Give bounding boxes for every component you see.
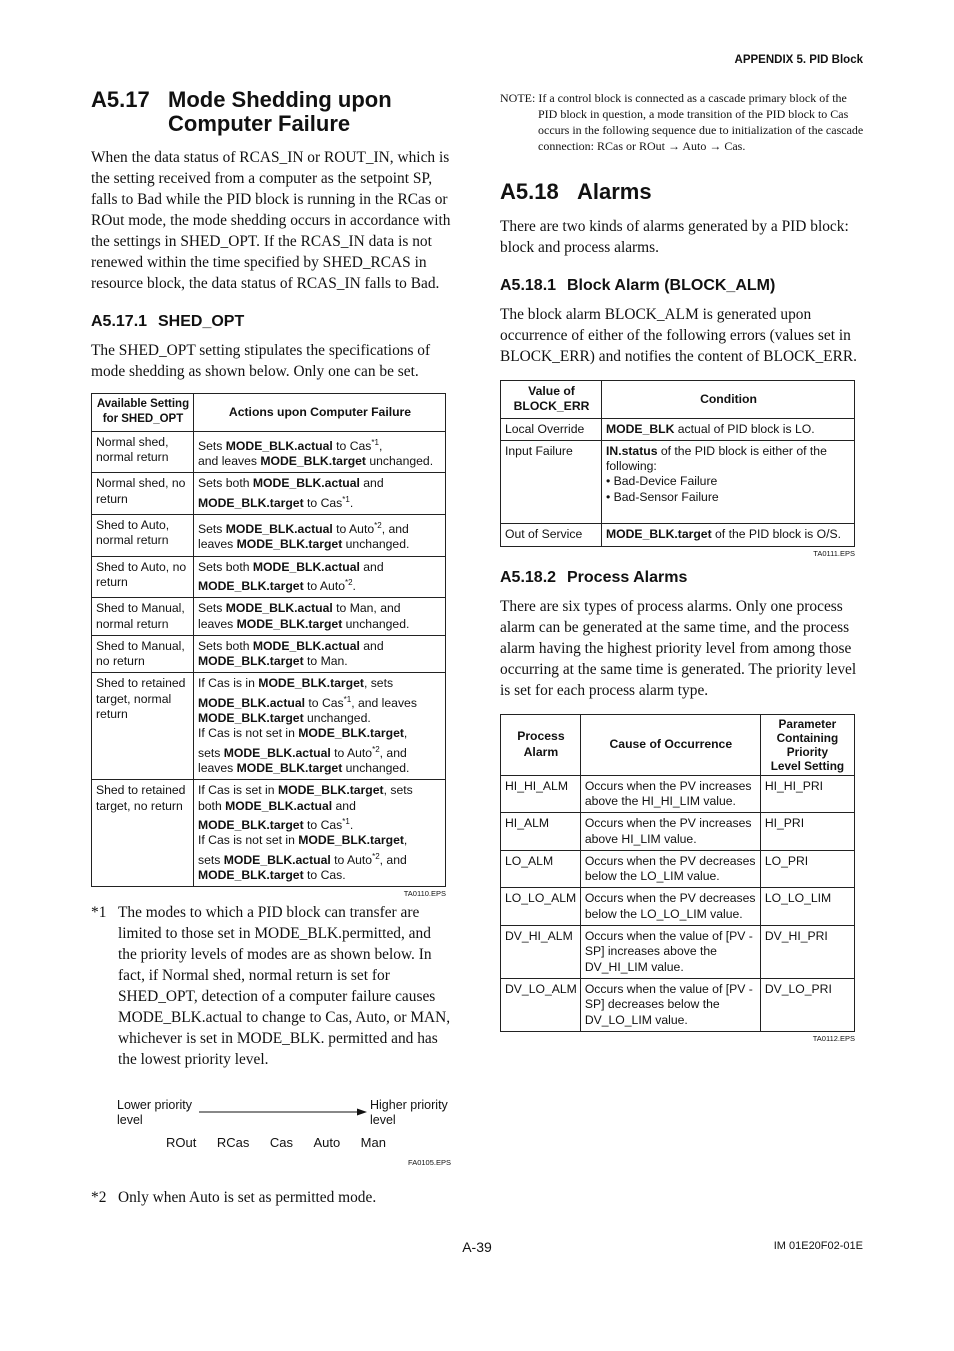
cause-cell: Occurs when the value of [PV - SP] decreases below the DV_LO_LIM value. [580, 978, 760, 1031]
table-row [92, 673, 446, 780]
param-cell: DV_LO_PRI [760, 978, 854, 1031]
section-a5-18-2-body: There are six types of process alarms. Only one process alarm can be generated at the same time, and the process alarm having the highest priority level from among those occurring at the same time is generated. The priority level is set for each process alarm type. [500, 597, 857, 699]
running-header: APPENDIX 5. PID Block [734, 54, 863, 66]
action-cell: If Cas is set in MODE_BLK.target, sets both MODE_BLK.actual and MODE_BLK.target to Cas$^{*1}$. If Cas is not set in MODE_BLK.target, sets MODE_BLK.actual to Auto$^{*2}$, and MODE_BLK.target to Cas. [194, 780, 446, 887]
action-cell: Sets both MODE_BLK.actual and MODE_BLK.target to Man. [194, 635, 446, 673]
mode-auto: Auto [313, 1135, 341, 1151]
mode-rcas: RCas [216, 1135, 250, 1151]
condition-cell: MODE_BLK actual of PID block is LO. [602, 418, 855, 440]
section-number: A5.18.2 [500, 568, 557, 586]
footnote-mark: *1 [91, 904, 107, 922]
block-alarm-table [500, 380, 855, 547]
table-row [92, 598, 446, 636]
setting-cell: Shed to retained target, normal return [92, 673, 194, 780]
alarm-cell: LO_LO_ALM [501, 888, 581, 926]
section-number: A5.18 [500, 179, 559, 204]
value-cell: Input Failure [501, 440, 602, 523]
footnote-mark: *2 [91, 1189, 107, 1207]
cause-cell: Occurs when the PV decreases below the LO_LO_LIM value. [580, 888, 760, 926]
table-row [501, 524, 855, 546]
table-row [501, 418, 855, 440]
mode-cas: Cas [269, 1135, 293, 1151]
note-label: NOTE: [500, 91, 536, 105]
section-a5-18-2-title [500, 569, 864, 587]
right-column [500, 90, 864, 1043]
table-row [92, 473, 446, 515]
setting-cell: Normal shed, no return [92, 473, 194, 515]
action-cell: Sets MODE_BLK.actual to Cas$^{*1}$, and leaves MODE_BLK.target unchanged. [194, 431, 446, 473]
setting-cell: Shed to retained target, no return [92, 780, 194, 887]
table-row [501, 813, 855, 851]
table-row [501, 440, 855, 523]
header-actions: Actions upon Computer Failure [194, 394, 446, 432]
left-column [91, 88, 453, 1208]
condition-cell: MODE_BLK.target of the PID block is O/S. [602, 524, 855, 546]
table-row [92, 635, 446, 673]
action-cell: Sets both MODE_BLK.actual and MODE_BLK.target to Auto$^{*2}$. [194, 556, 446, 598]
mode-man: Man [360, 1135, 386, 1151]
action-cell: Sets both MODE_BLK.actual and MODE_BLK.target to Cas$^{*1}$. [194, 473, 446, 515]
section-a5-17-1-body: The SHED_OPT setting stipulates the specifications of mode shedding as shown below. Only one can be set. [91, 342, 431, 380]
mode-list [166, 1135, 386, 1150]
header-parameter: Parameter Containing Priority Level Setting [760, 714, 854, 775]
table-row [92, 514, 446, 556]
param-cell: LO_LO_LIM [760, 888, 854, 926]
alarm-cell: LO_ALM [501, 850, 581, 888]
footnote-text: The modes to which a PID block can transfer are limited to those set in MODE_BLK.permitted, and the priority levels of modes are as shown below. In fact, if Normal shed, normal return is set for SHED_OPT, detection of a computer failure causes MODE_BLK.actual to change to Cas, Auto, or MAN, whichever is set in MODE_BLK. permitted and has the lowest priority level. [118, 904, 451, 1069]
param-cell: LO_PRI [760, 850, 854, 888]
header-available-setting: Available Setting for SHED_OPT [92, 394, 194, 432]
table-row [501, 978, 855, 1031]
table-row [92, 780, 446, 887]
value-cell: Local Override [501, 418, 602, 440]
section-number: A5.18.1 [500, 277, 557, 294]
setting-cell: Shed to Auto, normal return [92, 514, 194, 556]
section-a5-18-title [500, 180, 864, 204]
figure-id: TA0112.EPS [812, 1033, 855, 1043]
section-title: SHED_OPT [158, 313, 245, 330]
param-cell: HI_HI_PRI [760, 775, 854, 813]
header-condition: Condition [602, 381, 855, 419]
footnote-1 [91, 902, 453, 1070]
priority-diagram [91, 1098, 453, 1193]
lower-priority-label: Lower priority level [117, 1098, 193, 1128]
header-value: Value of BLOCK_ERR [501, 381, 602, 419]
priority-arrow [199, 1106, 369, 1118]
section-a5-17-1-title [91, 313, 453, 331]
action-cell: Sets MODE_BLK.actual to Auto$^{*2}$, and leaves MODE_BLK.target unchanged. [194, 514, 446, 556]
title-line-1: Mode Shedding upon [168, 87, 392, 112]
section-title: Alarms [577, 179, 652, 204]
section-a5-18-body: There are two kinds of alarms generated by a PID block: block and process alarms. [500, 218, 849, 256]
cause-cell: Occurs when the value of [PV - SP] increases above the DV_HI_LIM value. [580, 926, 760, 979]
header-process-alarm: Process Alarm [501, 714, 581, 775]
shed-opt-table [91, 393, 446, 887]
alarm-cell: DV_HI_ALM [501, 926, 581, 979]
document-id: IM 01E20F02-01E [773, 1240, 863, 1252]
alarm-cell: DV_LO_ALM [501, 978, 581, 1031]
action-cell: If Cas is in MODE_BLK.target, sets MODE_BLK.actual to Cas$^{*1}$, and leaves MODE_BLK.target unchanged. If Cas is not set in MODE_BLK.target, sets MODE_BLK.actual to Auto$^{*2}$, and leaves MODE_BLK.target unchanged. [194, 673, 446, 780]
table-row [501, 850, 855, 888]
setting-cell: Shed to Manual, no return [92, 635, 194, 673]
process-alarm-table [500, 714, 855, 1032]
param-cell: HI_PRI [760, 813, 854, 851]
table-row [92, 431, 446, 473]
higher-priority-label: Higher priority level [370, 1098, 448, 1128]
section-title: Process Alarms [567, 568, 688, 586]
param-cell: DV_HI_PRI [760, 926, 854, 979]
section-a5-17-title [91, 88, 453, 136]
section-a5-18-1-title [500, 277, 864, 295]
setting-cell: Normal shed, normal return [92, 431, 194, 473]
footnote-text: Only when Auto is set as permitted mode. [118, 1189, 377, 1207]
alarm-cell: HI_HI_ALM [501, 775, 581, 813]
note-text: If a control block is connected as a cascade primary block of the PID block in question, a mode transition of the PID block to Cas occurs in the following sequence due to initialization of the cascade connection: RCas or ROut → Auto → Cas. [538, 91, 864, 153]
section-number: A5.17.1 [91, 313, 148, 330]
title-line-2: Computer Failure [168, 111, 351, 136]
table-row [501, 926, 855, 979]
table-row [501, 888, 855, 926]
setting-cell: Shed to Auto, no return [92, 556, 194, 598]
table-row [92, 556, 446, 598]
figure-id: TA0111.EPS [813, 548, 855, 558]
setting-cell: Shed to Manual, normal return [92, 598, 194, 636]
note [500, 90, 864, 154]
cause-cell: Occurs when the PV increases above the HI_HI_LIM value. [580, 775, 760, 813]
table-row [501, 775, 855, 813]
mode-rout: ROut [166, 1135, 197, 1151]
cause-cell: Occurs when the PV increases above HI_LIM value. [580, 813, 760, 851]
value-cell: Out of Service [501, 524, 602, 546]
section-a5-18-1-body: The block alarm BLOCK_ALM is generated upon occurrence of either of the following errors (values set in BLOCK_ERR) and notifies the content of BLOCK_ERR. [500, 306, 857, 365]
figure-id: TA0110.EPS [403, 889, 446, 899]
header-cause: Cause of Occurrence [580, 714, 760, 775]
alarm-cell: HI_ALM [501, 813, 581, 851]
figure-id: FA0105.EPS [408, 1158, 451, 1168]
section-a5-17-body: When the data status of RCAS_IN or ROUT_IN, which is the setting received from a computer as the setpoint SP, falls to Bad while the PID block is running in the RCas or ROut mode, the mode shedding occurs in accordance with the settings in SHED_OPT. If the RCAS_IN data is not renewed within the time specified by SHED_RCAS in resource block, the data status of RCAS_IN falls to Bad. [91, 149, 451, 292]
section-number: A5.17 [91, 87, 150, 112]
condition-cell: IN.status of the PID block is either of the following: • Bad-Device Failure • Bad-Sensor Failure [602, 440, 855, 523]
action-cell: Sets MODE_BLK.actual to Man, and leaves MODE_BLK.target unchanged. [194, 598, 446, 636]
section-title: Block Alarm (BLOCK_ALM) [567, 277, 776, 294]
page-number: A-39 [462, 1239, 492, 1255]
cause-cell: Occurs when the PV decreases below the LO_LIM value. [580, 850, 760, 888]
